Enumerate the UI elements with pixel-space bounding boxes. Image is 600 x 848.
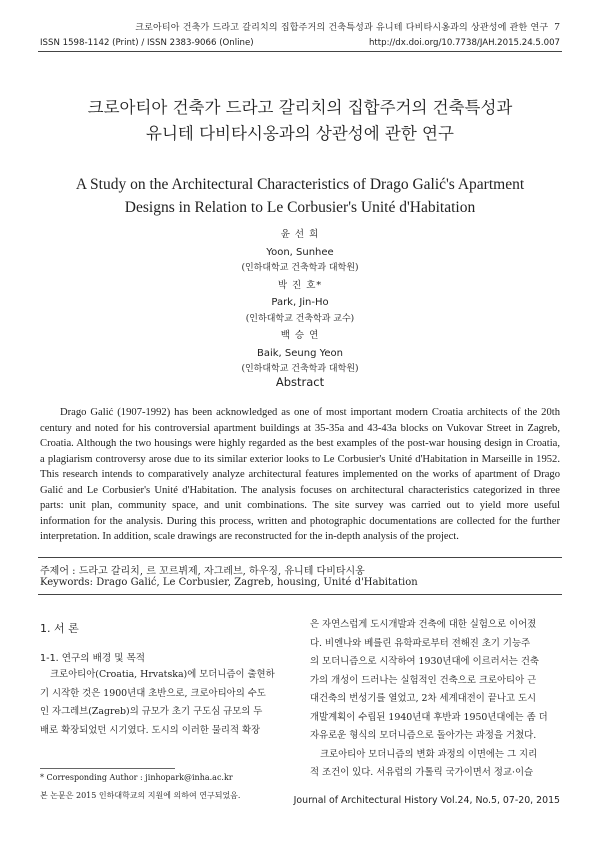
body-line: 대건축의 번성기를 열었고, 2차 세계대전이 끝나고 도시	[310, 693, 537, 704]
body-line: 의 모더니즘으로 시작하여 1930년대에 이르러서는 건축	[310, 656, 539, 667]
body-line: 가의 개성이 드러나는 실험적인 건축으로 크로아티아 근	[310, 674, 537, 686]
author-affiliation: (인하대학교 건축학과 대학원)	[241, 263, 359, 273]
korean-title-line: 유니테 다비타시옹과의 상관성에 관한 연구	[146, 124, 454, 143]
section-heading: 1. 서 론	[40, 622, 79, 635]
korean-title	[0, 95, 600, 147]
author-block	[0, 228, 600, 377]
body-line: 크로아티아 모더니즘의 변화 과정의 이면에는 그 지리	[320, 748, 538, 760]
body-line: 크로아티아(Croatia, Hrvatska)에 모더니즘이 출현하	[50, 669, 275, 680]
body-line: 다. 비엔나와 베를린 유학파로부터 전해진 초기 기능주	[310, 637, 531, 649]
page-number: 7	[554, 21, 560, 33]
footnote-funding: 본 논문은 2015 인하대학교의 지원에 의하여 연구되었음.	[40, 791, 241, 800]
author-korean-name: 박 진 호*	[277, 279, 323, 291]
abstract-heading: Abstract	[275, 375, 325, 389]
footnote-author: * Corresponding Author : jinhopark@inha.ac.kr	[40, 773, 233, 782]
author-affiliation: (인하대학교 건축학과 교수)	[245, 313, 355, 324]
keywords-korean: 주제어 : 드라고 갈리치, 르 꼬르뷔제, 자그레브, 하우징, 유니테 다비타시옹	[40, 566, 365, 577]
author-english-name: Park, Jin-Ho	[271, 297, 329, 308]
running-title: 크로아티아 건축가 드라고 갈리치의 집합주거의 건축특성과 유니테 다비타시옹과의 상관성에 관한 연구	[135, 23, 549, 33]
header-rule	[38, 51, 562, 52]
journal-citation: Journal of Architectural History Vol.24, No.5, 07-20, 2015	[293, 795, 560, 806]
issn: ISSN 1598-1142 (Print) / ISSN 2383-9066 (Online)	[40, 38, 254, 48]
keywords-rule-bottom	[38, 594, 562, 595]
english-title-line: Designs in Relation to Le Corbusier's Unité d'Habitation	[124, 199, 476, 216]
author-english-name: Yoon, Sunhee	[266, 246, 334, 258]
doi-link[interactable]: http://dx.doi.org/10.7738/JAH.2015.24.5.007	[368, 38, 560, 48]
body-line: 적 조건이 있다. 서유럽의 가톨릭 국가이면서 정교·이슬	[310, 767, 534, 778]
body-line: 배로 확장되었던 시기였다. 도시의 이러한 물리적 확장	[40, 724, 261, 736]
left-column	[40, 620, 298, 740]
english-title-line: A Study on the Architectural Characteristics of Drago Galić's Apartment	[75, 176, 525, 193]
right-column	[310, 616, 562, 783]
author-english-name: Baik, Seung Yeon	[256, 347, 343, 359]
subsection-heading: 1-1. 연구의 배경 및 목적	[40, 653, 146, 664]
english-title	[0, 173, 600, 219]
author-korean-name: 윤 선 희	[280, 229, 320, 240]
keywords-english: Keywords: Drago Galić, Le Corbusier, Zagreb, housing, Unité d'Habitation	[40, 577, 418, 588]
body-line: 인 자그레브(Zagreb)의 규모가 초기 구도심 규모의 두	[40, 706, 263, 717]
body-line: 은 자연스럽게 도시개발과 건축에 대한 실험으로 이어졌	[310, 619, 537, 630]
running-header	[135, 20, 560, 33]
body-line: 기 시작한 것은 1900년대 초반으로, 크로아티아의 수도	[40, 687, 266, 699]
keywords-rule-top	[38, 557, 562, 558]
body-line: 자유로운 형식의 모더니즘으로 돌아가는 과정을 거쳤다.	[310, 730, 537, 741]
author-affiliation: (인하대학교 건축학과 대학원)	[241, 364, 359, 374]
footnote-rule	[40, 768, 175, 769]
left-body	[40, 666, 298, 740]
abstract-text: Drago Galić (1907-1992) has been acknowledged as one of most important modern Croatia architects of the 20th century and noted for his controversial apartment buildings at 35-35a and 43-43a blocks on Vukovar Street in Zagreb, Croatia. Although the two housings were highly regarded as the best examples of the post-war housing design in Croatia, a plagiarism controversy arose due to its similar exterior looks to Le Corbusier's Unité d'Habitation in Marseille in 1952. This research intends to comparatively analyze architectural features implemented on the works of apartment of Drago Galić and Le Corbusier's Unité d'Habitation. The analysis focuses on architectural characteristics categorized in three parts: unit plan, community space, and unit combinations. The site survey was carried out to yield more useful information for the analysis. During this process, written and photographic documentations are collected for the further interpretation. In addition, scale drawings are reconstructed for the in-depth analysis of the project.	[40, 407, 560, 542]
korean-title-line: 크로아티아 건축가 드라고 갈리치의 집합주거의 건축특성과	[87, 98, 513, 117]
body-line: 개발계획이 수립된 1940년대 후반과 1950년대에는 좀 더	[310, 711, 548, 723]
author-korean-name: 백 승 연	[280, 330, 320, 341]
